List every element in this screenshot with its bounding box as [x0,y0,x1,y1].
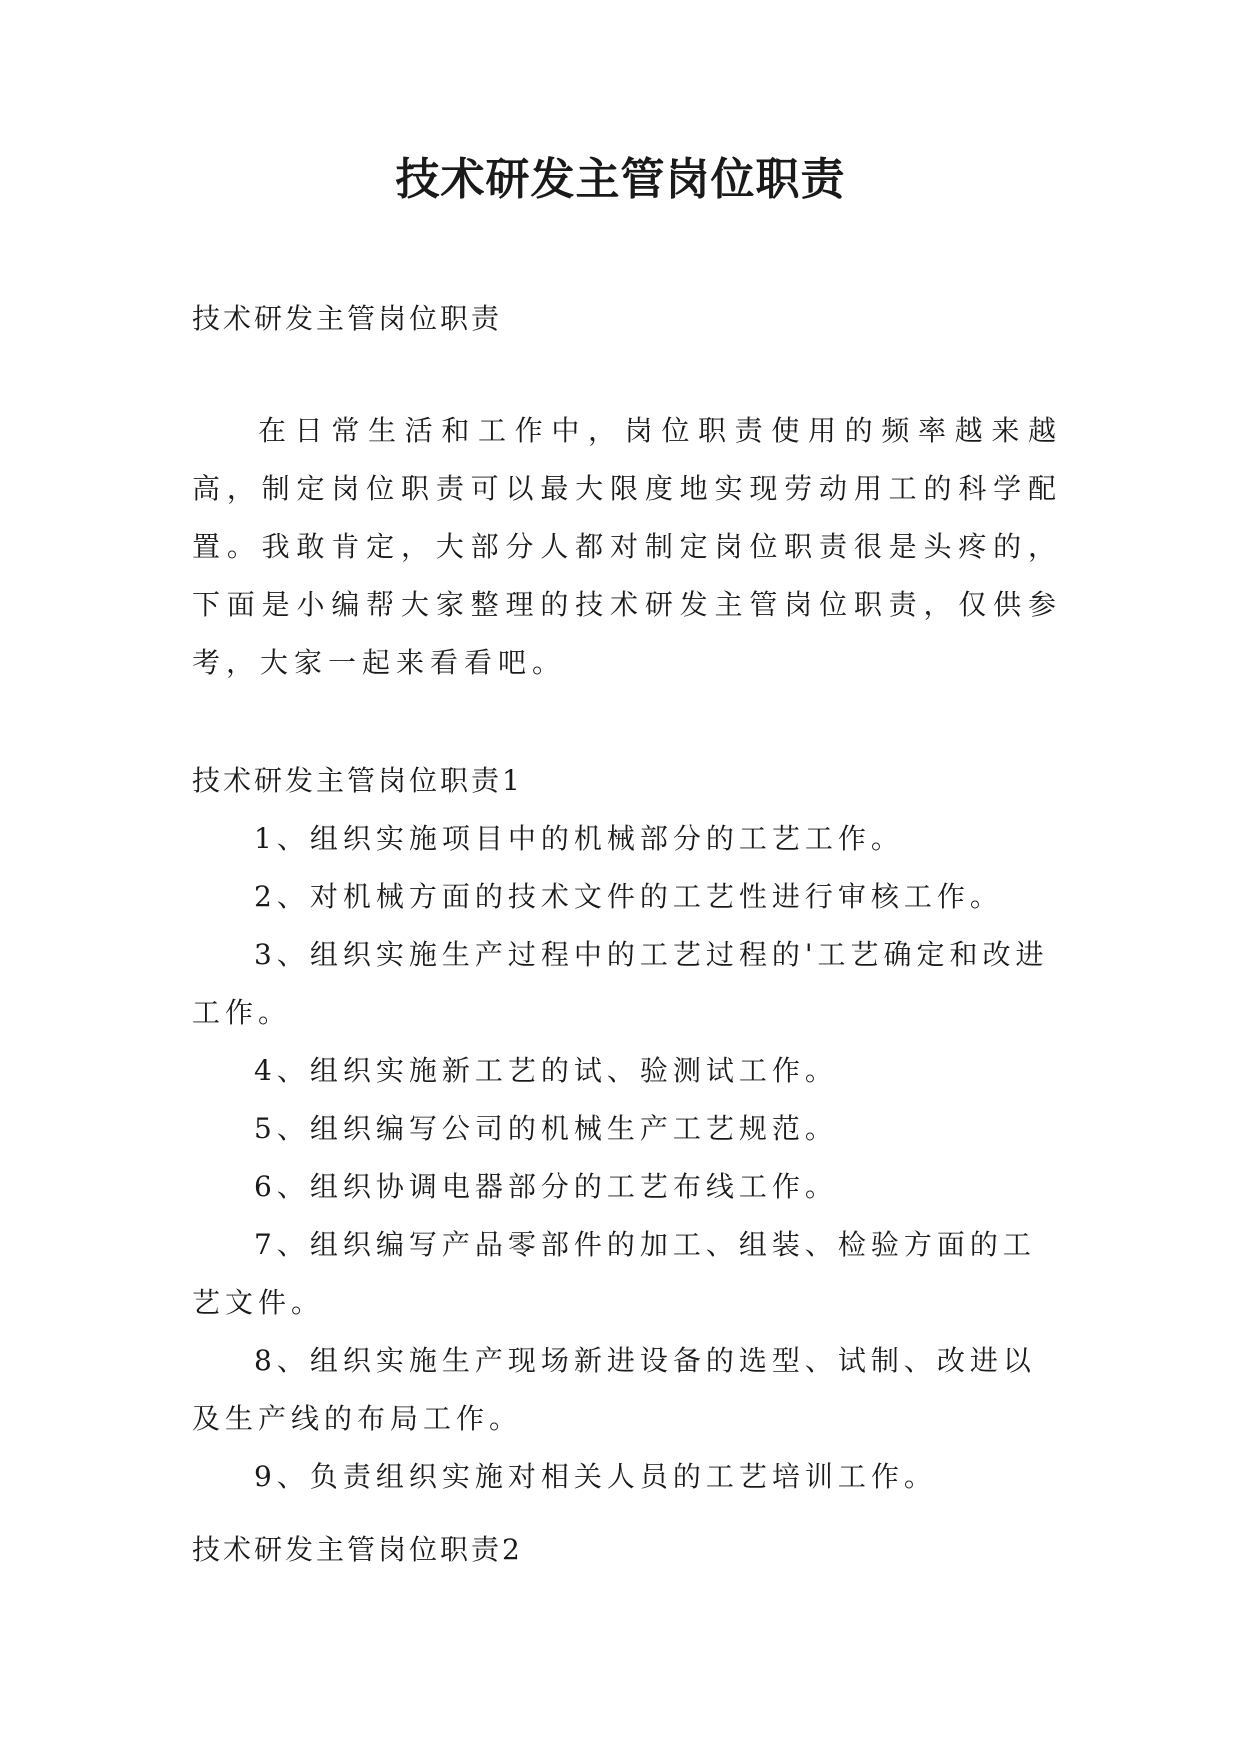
duty-item-9: 9、负责组织实施对相关人员的工艺培训工作。 [254,1460,937,1493]
duty-item-8: 8、组织实施生产现场新进设备的选型、试制、改进以及生产线的布局工作。 [192,1344,1036,1435]
section-2-heading: 技术研发主管岗位职责2 [192,1533,523,1566]
duty-item-1: 1、组织实施项目中的机械部分的工艺工作。 [254,822,904,855]
document-title: 技术研发主管岗位职责 [395,154,846,205]
section-1-heading: 技术研发主管岗位职责1 [192,764,523,797]
duty-item-4: 4、组织实施新工艺的试、验测试工作。 [254,1054,838,1087]
duty-item-5: 5、组织编写公司的机械生产工艺规范。 [254,1112,838,1145]
duty-item-7: 7、组织编写产品零部件的加工、组装、检验方面的工艺文件。 [192,1228,1036,1319]
duty-item-2: 2、对机械方面的技术文件的工艺性进行审核工作。 [254,880,1003,913]
document-subtitle: 技术研发主管岗位职责 [192,302,503,335]
duty-list [192,810,1062,1506]
duty-item-3: 3、组织实施生产过程中的工艺过程的'工艺确定和改进工作。 [192,938,1049,1029]
intro-paragraph: 在日常生活和工作中，岗位职责使用的频率越来越高，制定岗位职责可以最大限度地实现劳动用工的科学配置。我敢肯定，大部分人都对制定岗位职责很是头疼的，下面是小编帮大家整理的技术研发主管岗位职责，仅供参考，大家一起来看看吧。 [192,414,1062,679]
duty-item-6: 6、组织协调电器部分的工艺布线工作。 [254,1170,838,1203]
